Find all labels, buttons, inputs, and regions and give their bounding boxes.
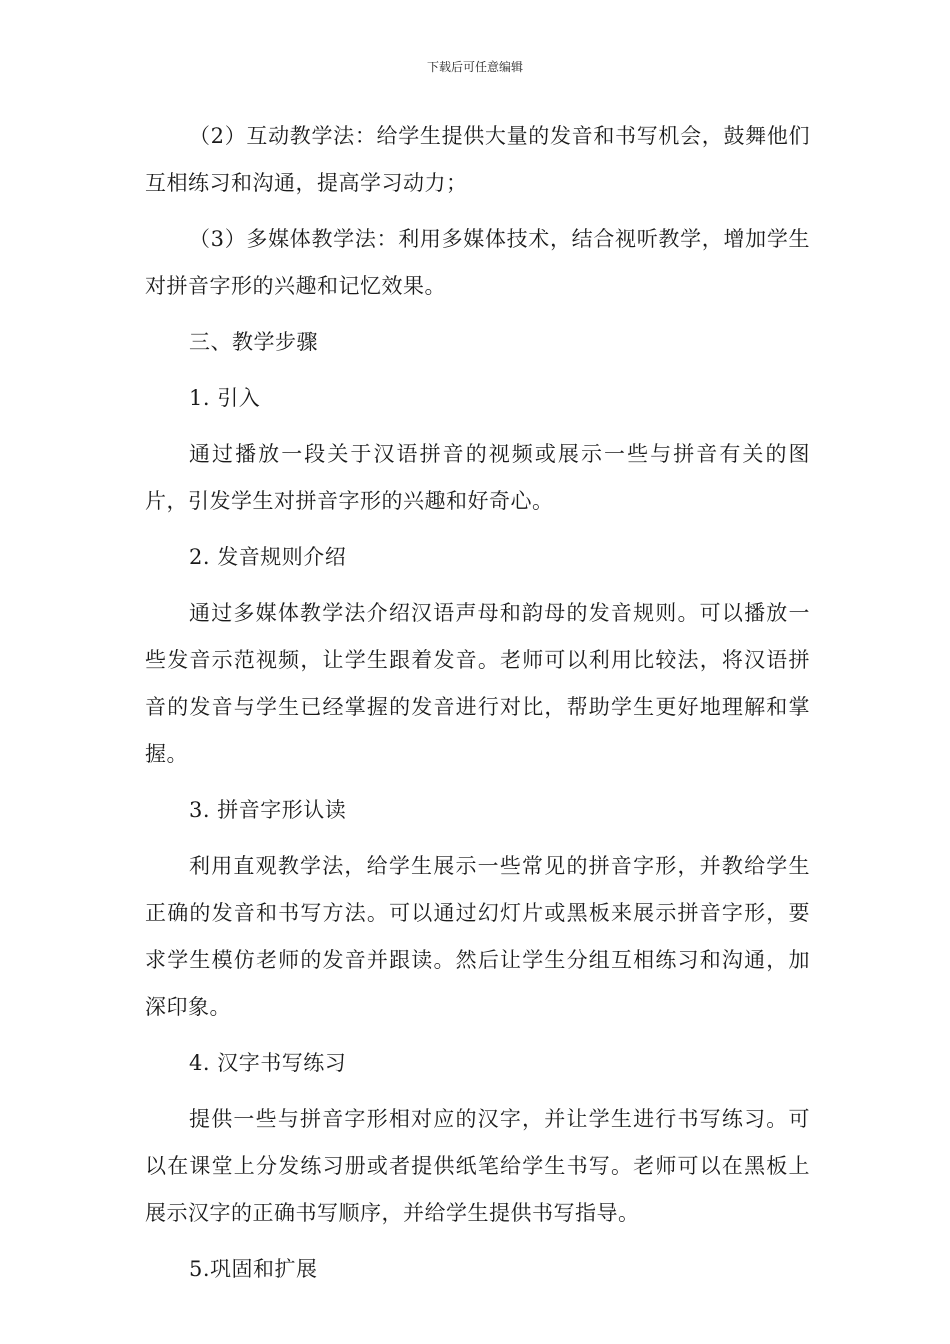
paragraph-pinyin-reading: 利用直观教学法，给学生展示一些常见的拼音字形，并教给学生正确的发音和书写方法。可以通过幻灯片或黑板来展示拼音字形，要求学生模仿老师的发音并跟读。然后让学生分组互相练习和沟通，加深印象。 (145, 854, 810, 1019)
paragraph-pronunciation-rules: 通过多媒体教学法介绍汉语声母和韵母的发音规则。可以播放一些发音示范视频，让学生跟着发音。老师可以利用比较法，将汉语拼音的发音与学生已经掌握的发音进行对比，帮助学生更好地理解和掌握。 (145, 601, 810, 766)
step-heading-pronunciation-rules: 2. 发音规则介绍 (189, 545, 347, 569)
page-header: 下载后可任意编辑 (426, 60, 523, 74)
document-body (145, 113, 810, 1293)
paragraph-multimedia-method: （3）多媒体教学法：利用多媒体技术，结合视听教学，增加学生对拼音字形的兴趣和记忆效果。 (145, 227, 810, 298)
step-heading-consolidation: 5.巩固和扩展 (189, 1257, 318, 1281)
paragraph-writing-practice: 提供一些与拼音字形相对应的汉字，并让学生进行书写练习。可以在课堂上分发练习册或者提供纸笔给学生书写。老师可以在黑板上展示汉字的正确书写顺序，并给学生提供书写指导。 (145, 1107, 810, 1225)
step-heading-writing-practice: 4. 汉字书写练习 (189, 1051, 347, 1075)
step-heading-introduction: 1. 引入 (189, 386, 261, 410)
paragraph-introduction: 通过播放一段关于汉语拼音的视频或展示一些与拼音有关的图片，引发学生对拼音字形的兴趣和好奇心。 (145, 442, 810, 513)
step-heading-pinyin-reading: 3. 拼音字形认读 (189, 798, 347, 822)
section-heading-teaching-steps: 三、教学步骤 (189, 330, 318, 354)
paragraph-interactive-method: （2）互动教学法：给学生提供大量的发音和书写机会，鼓舞他们互相练习和沟通，提高学习动力； (145, 124, 810, 195)
